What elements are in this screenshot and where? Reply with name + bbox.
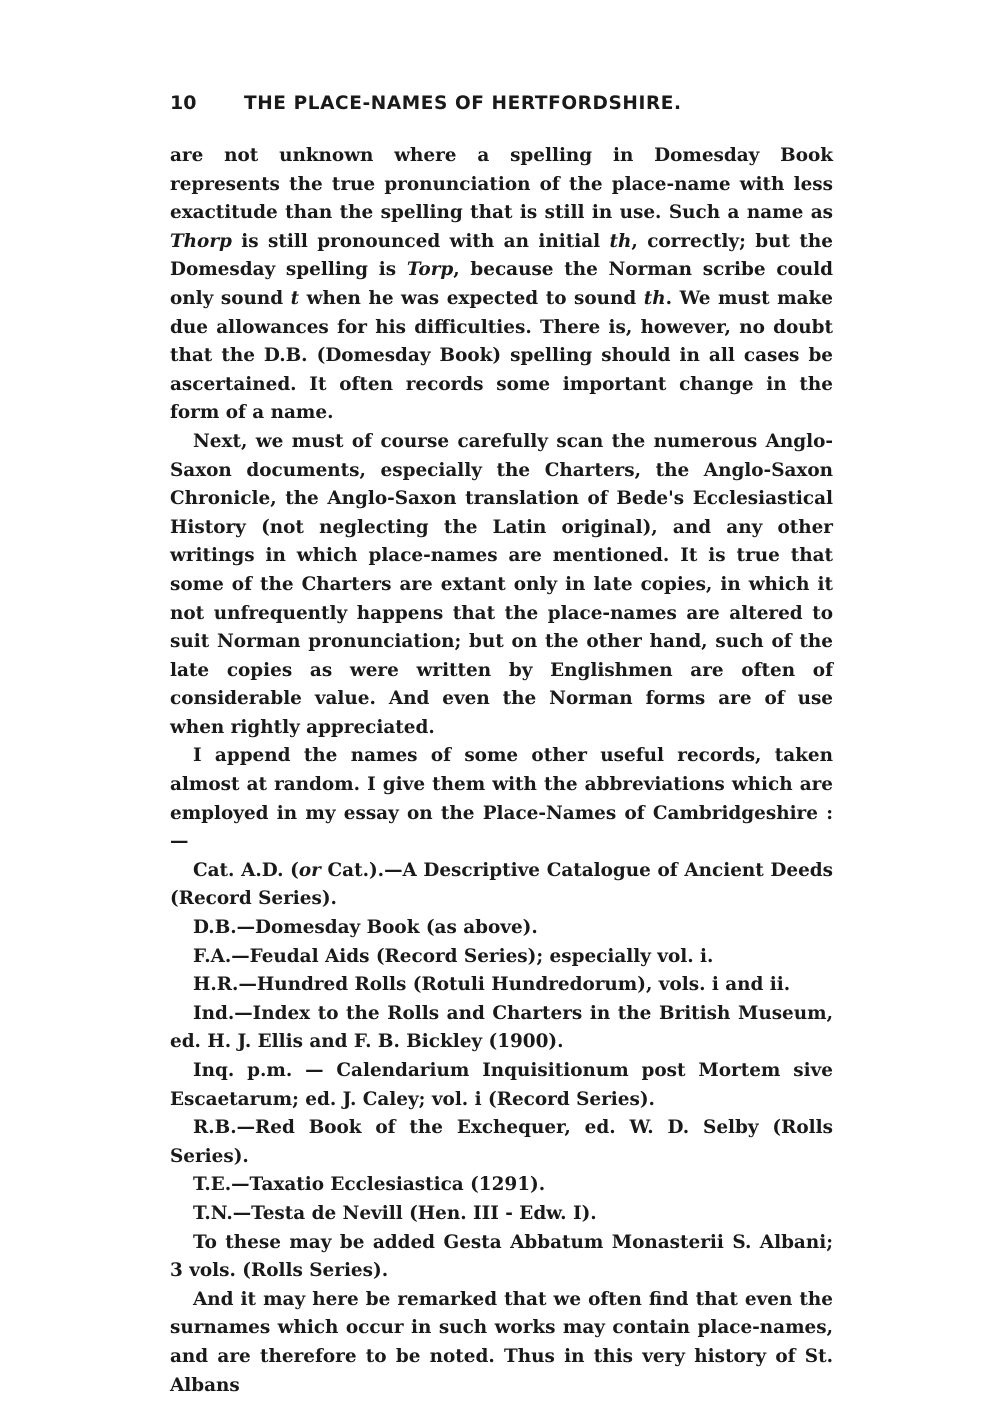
text-run: are not unknown where a spelling in Domesday Book represents the true pronunciation of the place-name with less exactitude than the spelling that is still in use. Such a name as (170, 145, 833, 224)
text-run: when he was expected to sound (299, 287, 644, 309)
book-page (170, 92, 833, 1400)
text-run: , correctly; but the Domesday spelling is (170, 230, 833, 281)
italic-term: or (298, 859, 321, 881)
abbreviation-entry: Inq. p.m. — Calendarium Inquisitionum post Mortem sive Escaetarum; ed. J. Caley; vol. i (Record Series). (170, 1060, 833, 1110)
abbreviation-entry: T.N.—Testa de Nevill (Hen. III - Edw. I). (193, 1202, 597, 1224)
page-number: 10 (170, 92, 197, 114)
text-run: is still pronounced with an initial (231, 230, 610, 252)
paragraph-anglo-saxon: Next, we must of course carefully scan the numerous Anglo-Saxon documents, especially the Charters, the Anglo-Saxon Chronicle, the Anglo-Saxon translation of Bede's Ecclesiastical History (not neglecting the Latin original), and any other writings in which place-names are mentioned. It is true that some of the Charters are extant only in late copies, in which it not unfrequently happens that the place-names are altered to suit Norman pronunciation; but on the other hand, such of the late copies as were written by Englishmen are often of considerable value. And even the Norman forms are of use when rightly appreciated. (170, 430, 833, 738)
italic-term: th (609, 230, 632, 252)
text-run: Cat. A.D. ( (193, 859, 299, 881)
abbreviation-entry: Ind.—Index to the Rolls and Charters in the British Museum, ed. H. J. Ellis and F. B. Bickley (1900). (170, 1002, 833, 1053)
abbreviation-entry: T.E.—Taxatio Ecclesiastica (1291). (193, 1174, 546, 1196)
abbreviation-entry: D.B.—Domesday Book (as above). (193, 917, 538, 939)
italic-term: Thorp (170, 230, 232, 252)
paragraph-records-intro: I append the names of some other useful records, taken almost at random. I give them with the abbreviations which are employed in my essay on the Place-Names of Cambridgeshire :— (170, 745, 833, 853)
italic-term: th (643, 287, 666, 309)
running-head (170, 92, 833, 126)
text-run: , because the Norman scribe could only sound (170, 259, 834, 309)
abbreviation-entry: H.R.—Hundred Rolls (Rotuli Hundredorum), vols. i and ii. (193, 974, 791, 996)
abbreviation-entry (170, 857, 833, 914)
italic-term: t (290, 287, 300, 309)
paragraph-surnames: And it may here be remarked that we often find that even the surnames which occur in such works may contain place-names, and are therefore to be noted. Thus in this very history of St. Albans (170, 1288, 833, 1396)
paragraph-gesta: To these may be added Gesta Abbatum Monasterii S. Albani; 3 vols. (Rolls Series). (170, 1231, 833, 1282)
text-run: . We must make due allowances for his difficulties. There is, however, no doubt that the D.B. (Domesday Book) spelling should in all cases be ascertained. It often records some important change in the form of a name. (170, 287, 833, 424)
abbreviation-entry: R.B.—Red Book of the Exchequer, ed. W. D. Selby (Rolls Series). (170, 1117, 833, 1167)
body-text (170, 142, 833, 1400)
italic-term: Torp (406, 259, 454, 281)
paragraph-domesday (170, 142, 833, 428)
text-run: Cat.).—A Descriptive Catalogue of Ancient Deeds (Record Series). (170, 859, 833, 910)
running-title: THE PLACE-NAMES OF HERTFORDSHIRE. (244, 93, 682, 114)
abbreviation-entry: F.A.—Feudal Aids (Record Series); especially vol. i. (193, 945, 714, 967)
